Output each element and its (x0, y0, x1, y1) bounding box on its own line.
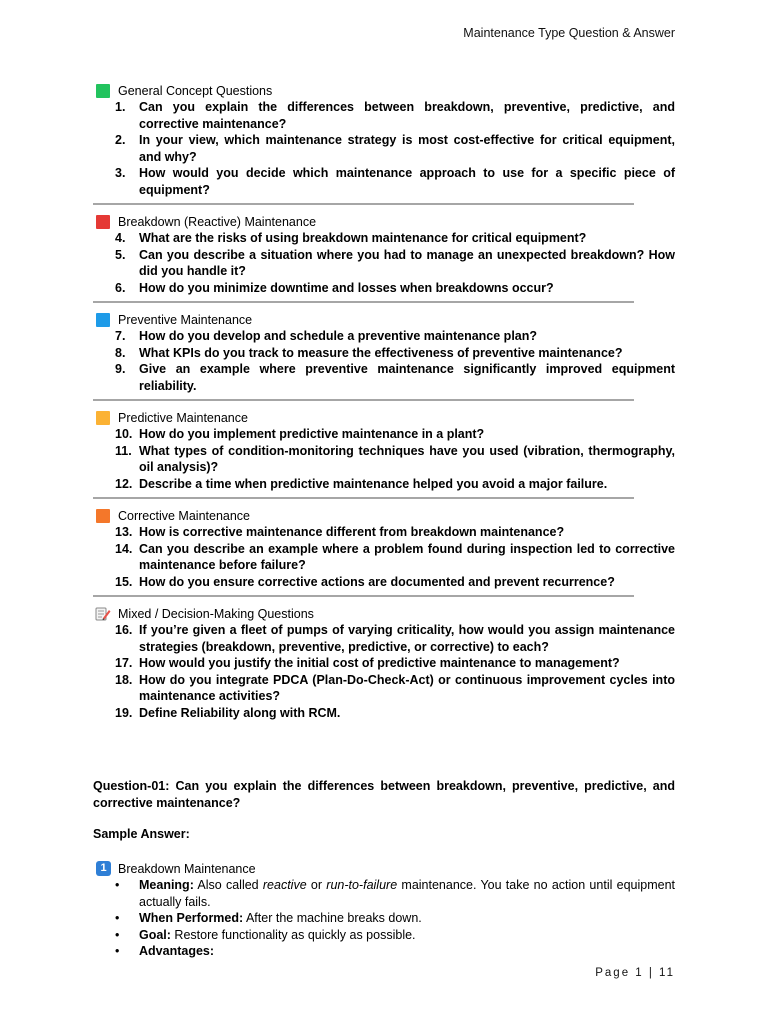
answer-subheading-text: Breakdown Maintenance (118, 861, 256, 876)
red-square-icon (96, 215, 110, 229)
list-item: • Goal: Restore functionality as quickly as possible. (93, 927, 675, 944)
section-divider (93, 203, 634, 205)
question-item: 11. What types of condition-monitoring techniques have you used (vibration, thermography, oil analysis)? (115, 443, 675, 474)
section-divider (93, 595, 634, 597)
yellow-square-icon (96, 411, 110, 425)
section-title (93, 508, 675, 524)
section-mixed (93, 606, 675, 721)
section-predictive (93, 410, 675, 499)
section-general (93, 83, 675, 205)
question-group (93, 230, 675, 296)
question-item: 10. How do you implement predictive maintenance in a plant? (115, 427, 485, 441)
question-item: 16. If you’re given a fleet of pumps of varying criticality, how would you assign maintenance strategies (breakdown, preventive, predictive, or corrective) to each? (115, 623, 675, 654)
answer-subheading (93, 861, 256, 876)
page-number-footer: Page 1 | 11 (595, 967, 675, 979)
list-item: • Meaning: Also called reactive or run-to-failure maintenance. You take no action until equipment actually fails. (93, 877, 675, 910)
section-title (93, 312, 675, 328)
question-01-heading: Question-01: Can you explain the differences between breakdown, preventive, predictive, and corrective maintenance? (93, 779, 675, 810)
question-item: 8. What KPIs do you track to measure the effectiveness of preventive maintenance? (115, 345, 623, 360)
bullet-icon: • (115, 911, 120, 925)
question-item: 7. How do you develop and schedule a preventive maintenance plan? (115, 329, 538, 343)
section-divider (93, 399, 634, 401)
section-breakdown (93, 214, 675, 303)
bullet-icon: • (115, 944, 120, 958)
orange-square-icon (96, 509, 110, 523)
section-title-text: Mixed / Decision-Making Questions (118, 607, 314, 621)
section-divider (93, 301, 634, 303)
question-group (93, 524, 675, 590)
question-item: 3. How would you decide which maintenance approach to use for a specific piece of equipment? (115, 166, 675, 197)
answer-bullet-list (93, 877, 675, 960)
section-corrective (93, 508, 675, 597)
section-title-text: Corrective Maintenance (118, 509, 251, 523)
section-title (93, 606, 675, 622)
question-item: 2. In your view, which maintenance strategy is most cost-effective for critical equipment, and why? (115, 133, 675, 164)
question-item: 15. How do you ensure corrective actions are documented and prevent recurrence? (115, 574, 615, 589)
section-title (93, 214, 675, 230)
question-item: 5. Can you describe a situation where you had to manage an unexpected breakdown? How did you handle it? (115, 247, 675, 278)
blue-square-icon (96, 313, 110, 327)
sample-answer-label: Sample Answer: (93, 827, 190, 841)
question-group (93, 426, 675, 492)
question-item: 4. What are the risks of using breakdown maintenance for critical equipment? (115, 231, 587, 245)
section-title (93, 410, 675, 426)
section-preventive (93, 312, 675, 401)
list-item: • When Performed: After the machine breaks down. (93, 910, 675, 927)
question-item: 19. Define Reliability along with RCM. (115, 705, 341, 720)
section-title-text: Predictive Maintenance (118, 411, 248, 425)
question-group (93, 622, 675, 721)
question-item: 1. Can you explain the differences between breakdown, preventive, predictive, and corrective maintenance? (115, 100, 675, 131)
question-item: 6. How do you minimize downtime and losses when breakdowns occur? (115, 280, 554, 295)
question-item: 18. How do you integrate PDCA (Plan-Do-Check-Act) or continuous improvement cycles into maintenance activities? (115, 672, 675, 703)
section-title (93, 83, 675, 99)
keycap-one-icon: 1 (96, 861, 111, 876)
page-header-title: Maintenance Type Question & Answer (463, 26, 675, 40)
section-title-text: Preventive Maintenance (118, 313, 253, 327)
question-item: 12. Describe a time when predictive maintenance helped you avoid a major failure. (115, 476, 608, 491)
section-title-text: General Concept Questions (118, 84, 273, 98)
question-item: 9. Give an example where preventive maintenance significantly improved equipment reliability. (115, 362, 675, 393)
question-group (93, 328, 675, 394)
question-list (93, 83, 675, 730)
question-item: 17. How would you justify the initial cost of predictive maintenance to management? (115, 656, 620, 670)
section-title-text: Breakdown (Reactive) Maintenance (118, 215, 317, 229)
memo-icon (95, 607, 111, 621)
question-group (93, 99, 675, 198)
section-divider (93, 497, 634, 499)
list-item: • Advantages: (93, 943, 675, 960)
question-item: 13. How is corrective maintenance different from breakdown maintenance? (115, 525, 565, 539)
bullet-icon: • (115, 878, 120, 892)
question-item: 14. Can you describe an example where a problem found during inspection led to corrective maintenance before failure? (115, 541, 675, 572)
green-square-icon (96, 84, 110, 98)
bullet-icon: • (115, 927, 120, 942)
